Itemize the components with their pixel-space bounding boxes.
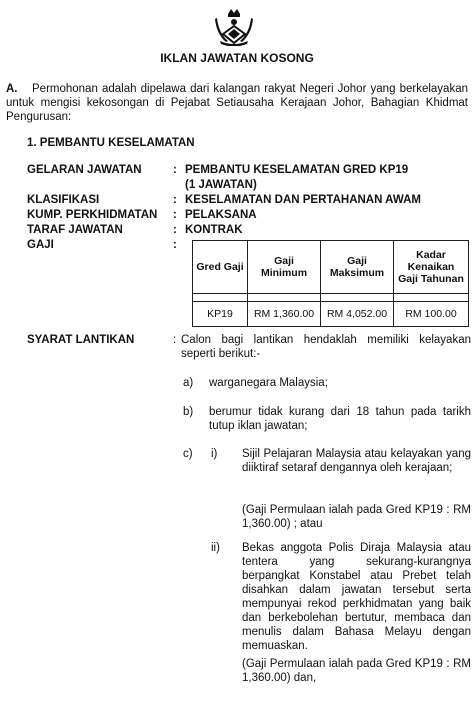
taraf-value: KONTRAK: [185, 224, 243, 236]
salary-table-header-row: [193, 241, 469, 294]
syarat-a-label: a): [183, 377, 194, 389]
salary-header-kenaikan: Kadar Kenaikan Gaji Tahunan: [394, 241, 469, 294]
salary-cell-minimum: RM 1,360.00: [248, 302, 321, 327]
syarat-cii-text: Bekas anggota Polis Diraja Malaysia atau tentera yang sekurang-kurangnya berpangkat Konstabel atau Prebet telah disahkan dalam jawatan tersebut serta mempunyai rekod perkhidmatan yang baik dan berkebolehan bertutur, membaca dan menulis dalam Bahasa Melayu dengan memuaskan.: [242, 542, 471, 653]
salary-cell-gred: KP19: [193, 302, 248, 327]
intro-text: Permohonan adalah dipelawa dari kalangan rakyat Negeri Johor yang berkelayakan untuk mengisi kekosongan di Pejabat Setiausaha Kerajaan Johor, Bahagian Khidmat Pengurusan:: [6, 83, 468, 124]
klasifikasi-label: KLASIFIKASI: [27, 194, 100, 206]
salary-cell-maksimum: RM 4,052.00: [321, 302, 394, 327]
kump-value: PELAKSANA: [185, 209, 257, 221]
gelaran-colon: :: [173, 164, 177, 176]
gaji-label: GAJI: [27, 239, 54, 251]
gelaran-value: PEMBANTU KESELAMATAN GRED KP19: [185, 164, 409, 176]
gelaran-label: GELARAN JAWATAN: [27, 164, 142, 176]
syarat-a-text: warganegara Malaysia;: [209, 377, 328, 389]
salary-table: [192, 240, 469, 327]
intro-paragraph: [6, 82, 468, 124]
syarat-colon: :: [173, 334, 177, 346]
salary-header-gred: Gred Gaji: [193, 241, 248, 294]
salary-header-minimum: Gaji Minimum: [248, 241, 321, 294]
state-crest-icon: [214, 8, 254, 46]
syarat-cii-label: ii): [211, 542, 220, 554]
syarat-cii-note: (Gaji Permulaan ialah pada Gred KP19 : RM 1,360.00) dan,: [242, 658, 471, 685]
syarat-b-text: berumur tidak kurang dari 18 tahun pada tarikh tutup iklan jawatan;: [209, 406, 471, 433]
section-heading: 1. PEMBANTU KESELAMATAN: [27, 137, 195, 149]
salary-table-spacer: [193, 294, 469, 302]
gelaran-count: (1 JAWATAN): [185, 179, 257, 191]
kump-label: KUMP. PERKHIDMATAN: [27, 209, 158, 221]
intro-label: A.: [6, 83, 18, 95]
salary-header-maksimum: Gaji Maksimum: [321, 241, 394, 294]
syarat-ci-note: (Gaji Permulaan ialah pada Gred KP19 : RM 1,360.00) ; atau: [242, 504, 471, 531]
gaji-colon: :: [173, 239, 177, 251]
klasifikasi-value: KESELAMATAN DAN PERTAHANAN AWAM: [185, 194, 421, 206]
salary-cell-kenaikan: RM 100.00: [394, 302, 469, 327]
syarat-c-label: c): [183, 448, 193, 460]
syarat-b-label: b): [183, 406, 194, 418]
page-title: IKLAN JAWATAN KOSONG: [160, 51, 314, 65]
syarat-ci-text: Sijil Pelajaran Malaysia atau kelayakan yang diiktiraf setaraf dengannya oleh kerajaan;: [242, 448, 471, 475]
klasifikasi-colon: :: [173, 194, 177, 206]
taraf-label: TARAF JAWATAN: [27, 224, 123, 236]
syarat-label: SYARAT LANTIKAN: [27, 334, 135, 346]
kump-colon: :: [173, 209, 177, 221]
syarat-intro: Calon bagi lantikan hendaklah memiliki kelayakan seperti berikut:-: [181, 334, 471, 361]
table-row: [193, 302, 469, 327]
syarat-ci-label: i): [211, 448, 218, 460]
taraf-colon: :: [173, 224, 177, 236]
